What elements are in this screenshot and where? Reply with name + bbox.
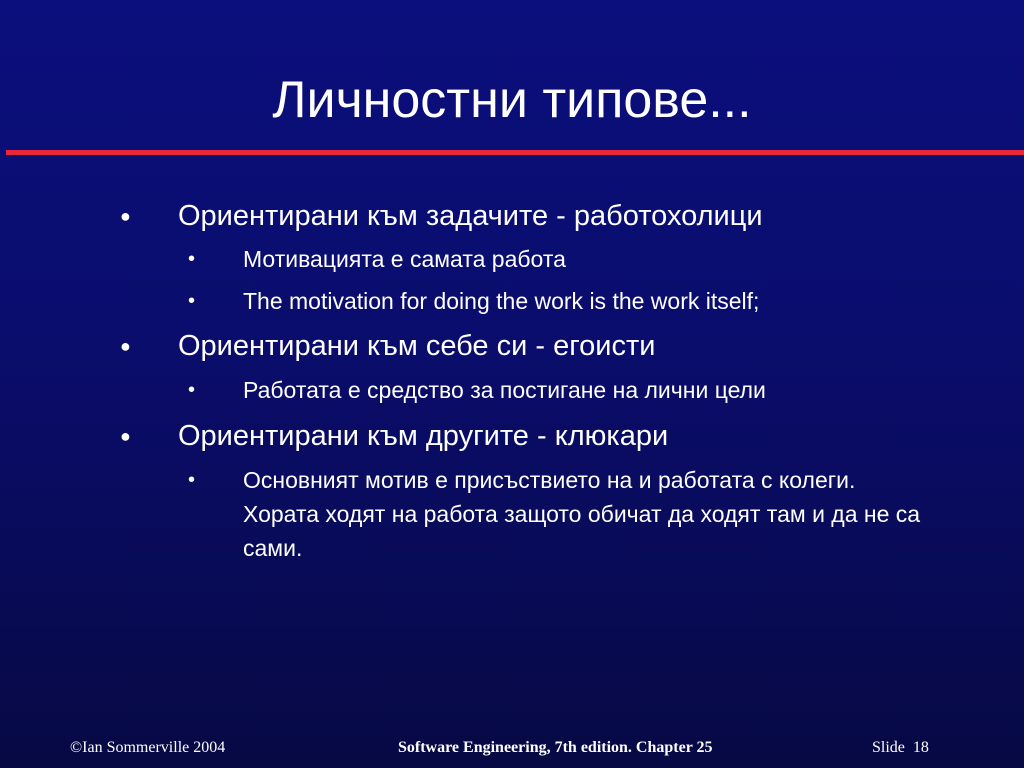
slide-label: Slide	[872, 739, 905, 756]
title-divider	[6, 150, 1024, 155]
sub-bullet-marker: •	[188, 290, 196, 312]
bullet-marker: ●	[120, 336, 131, 356]
bullet-marker: ●	[120, 206, 131, 226]
sub-bullet-marker: •	[188, 248, 196, 270]
sub-bullet-item: The motivation for doing the work is the work itself;	[243, 288, 760, 314]
sub-bullet-marker: •	[188, 469, 196, 491]
sub-bullet-item: Мотивацията е самата работа	[243, 246, 566, 272]
sub-bullet-item: Работата е средство за постигане на лични цели	[243, 377, 766, 403]
bullet-marker: ●	[120, 426, 131, 446]
sub-bullet-marker: •	[188, 379, 196, 401]
footer-slide-number	[872, 738, 929, 758]
bullet-item-interaction-oriented: Ориентирани към другите - клюкари	[178, 420, 669, 452]
footer-book-title: Software Engineering, 7th edition. Chapter 25	[398, 739, 713, 756]
bullet-item-self-oriented: Ориентирани към себе си - егоисти	[178, 330, 656, 362]
slide-number: 18	[912, 739, 929, 756]
bullet-item-task-oriented: Ориентирани към задачите - работохолици	[178, 200, 763, 232]
sub-bullet-item: Основният мотив е присъствието на и работата с колеги. Хората ходят на работа защото обичат да ходят там и да не са сами.	[243, 467, 921, 561]
footer-copyright: ©Ian Sommerville 2004	[70, 739, 226, 756]
slide-title: Личностни типове...	[272, 71, 752, 129]
